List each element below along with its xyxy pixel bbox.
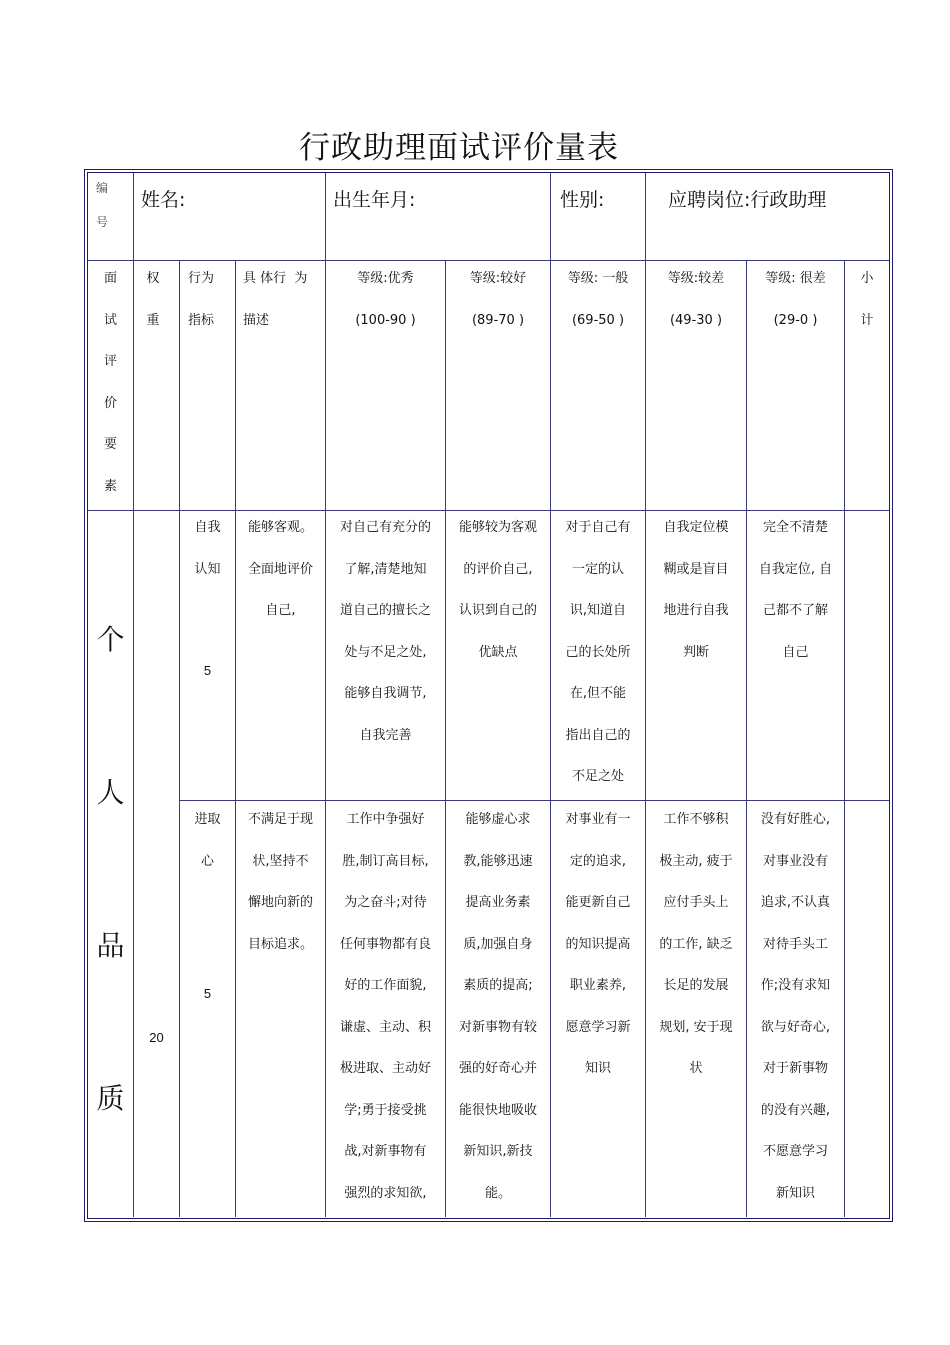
row-good: 能够较为客观 的评价自己, 认识到自己的 优缺点 (458, 520, 537, 660)
row-weight: 5 (203, 663, 212, 678)
grid-line (235, 260, 236, 1217)
position-field-label: 应聘岗位:行政助理 (668, 189, 827, 211)
column-header-subtotal: 小 计 (860, 271, 874, 328)
column-header-factor: 面 试 评 价 要 素 (103, 271, 117, 494)
column-header-excellent: 等级:优秀 (100-90 ) (355, 271, 416, 328)
page-title: 行政助理面试评价量表 (299, 130, 619, 166)
row-bad: 没有好胜心, 对事业没有 追求,不认真 对待手头工 作;没有求知 欲与好奇心, 对于新事物 的没有兴趣, 不愿意学习 新知识 (760, 812, 831, 1201)
row-indicator: 进取 心 (194, 812, 221, 869)
row-average: 对于自己有 一定的认 识,知道自 己的长处所 在,但不能 指出自己的 不足之处 (565, 520, 631, 784)
row-indicator: 自我 认知 (194, 520, 221, 577)
column-header-bad: 等级: 很差 (29-0 ) (765, 271, 826, 328)
column-header-poor: 等级:较差 (49-30 ) (667, 271, 725, 328)
column-header-indicator: 行为 指标 (188, 271, 215, 328)
row-description: 能够客观。 全面地评价 自己, (247, 520, 313, 618)
section-name: 个 人 品 质 (96, 623, 125, 1115)
row-weight: 5 (203, 986, 212, 1001)
column-header-good: 等级:较好 (89-70 ) (469, 271, 527, 328)
row-excellent: 工作中争强好 胜,制订高目标, 为之奋斗;对待 任何事物都有良 好的工作面貌, 谦虚、主动、积 极进取、主动好 学;勇于接受挑 战,对新事物有 强烈的求知欲, (339, 812, 431, 1201)
row-bad: 完全不清楚 自我定位, 自 己都不了解 自己 (758, 520, 833, 660)
gender-field-label: 性别: (560, 189, 605, 211)
row-poor: 工作不够积 极主动, 疲于 应付手头上 的工作, 缺乏 长足的发展 规划, 安于现 状 (659, 812, 733, 1076)
birth-date-field-label: 出生年月: (333, 189, 416, 211)
column-header-weight: 权 重 (146, 271, 160, 328)
column-header-average: 等级: 一般 (69-50 ) (567, 271, 629, 328)
row-description: 不满足于现 状,坚持不 懈地向新的 目标追求。 (247, 812, 313, 952)
serial-number-label: 编 号 (96, 181, 109, 229)
row-good: 能够虚心求 教,能够迅速 提高业务素 质,加强自身 素质的提高; 对新事物有较 强的好奇心并 能很快地吸收 新知识,新技 能。 (458, 812, 537, 1201)
row-poor: 自我定位模 糊或是盲目 地进行自我 判断 (663, 520, 729, 660)
row-average: 对事业有一 定的追求, 能更新自己 的知识提高 职业素养, 愿意学习新 知识 (565, 812, 631, 1076)
name-field-label: 姓名: (141, 189, 186, 211)
section-weight: 20 (149, 1030, 164, 1045)
grid-line (179, 260, 180, 1217)
grid-line (844, 260, 845, 1217)
row-excellent: 对自己有充分的 了解,清楚地知 道自己的擅长之 处与不足之处, 能够自我调节, 自我完善 (339, 520, 431, 743)
column-header-description: 具 体行 为 描述 (243, 271, 308, 328)
